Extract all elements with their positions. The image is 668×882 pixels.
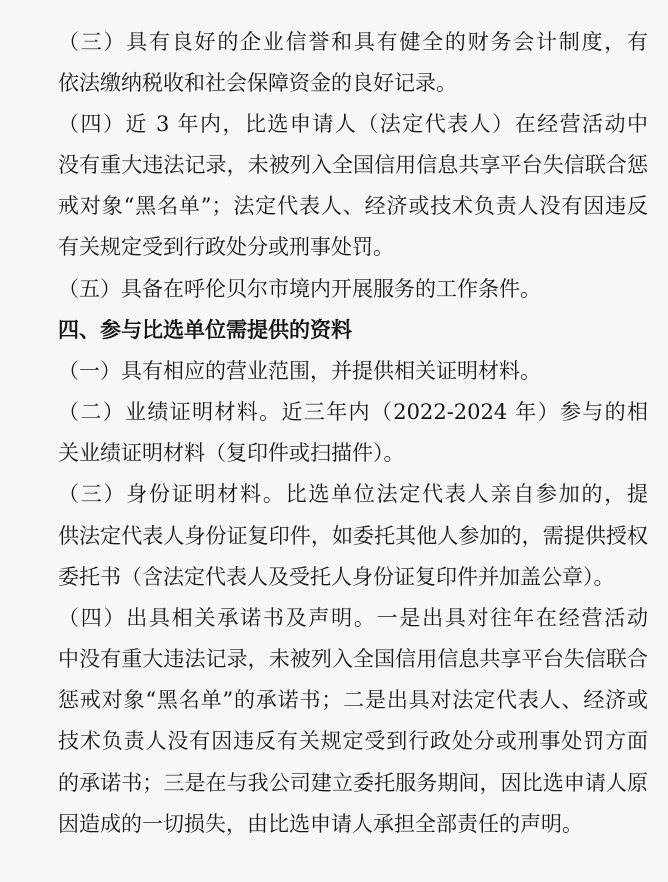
text-line: 惩戒对象“黑名单”的承诺书；二是出具对法定代表人、经济或: [58, 688, 648, 713]
text-line: （三）具有良好的企业信誉和具有健全的财务会计制度，有: [58, 29, 648, 54]
section-heading: 四、参与比选单位需提供的资料: [58, 317, 352, 342]
text-line: 供法定代表人身份证复印件，如委托其他人参加的，需提供授权: [58, 523, 648, 548]
text-line: （一）具有相应的营业范围，并提供相关证明材料。: [58, 358, 541, 383]
text-line: （四）出具相关承诺书及声明。一是出具对往年在经营活动: [58, 605, 648, 630]
text-line: 技术负责人没有因违反有关规定受到行政处分或刑事处罚方面: [58, 729, 648, 754]
text-line: （二）业绩证明材料。近三年内（2022-2024 年）参与的相: [58, 400, 648, 425]
text-line: 中没有重大违法记录，未被列入全国信用信息共享平台失信联合: [58, 647, 648, 672]
text-line: （五）具备在呼伦贝尔市境内开展服务的工作条件。: [58, 276, 541, 301]
text-line: 没有重大违法记录，未被列入全国信用信息共享平台失信联合惩: [58, 153, 648, 178]
text-line: 有关规定受到行政处分或刑事处罚。: [58, 235, 394, 260]
text-line: 戒对象“黑名单”；法定代表人、经济或技术负责人没有因违反: [58, 194, 648, 219]
text-line: （四）近 3 年内，比选申请人（法定代表人）在经营活动中: [58, 111, 648, 136]
text-line: （三）身份证明材料。比选单位法定代表人亲自参加的，提: [58, 482, 648, 507]
text-line: 的承诺书；三是在与我公司建立委托服务期间，因比选申请人原: [58, 770, 648, 795]
text-line: 委托书（含法定代表人及受托人身份证复印件并加盖公章）。: [58, 564, 615, 589]
text-line: 关业绩证明材料（复印件或扫描件）。: [58, 441, 405, 466]
text-line: 依法缴纳税收和社会保障资金的良好记录。: [58, 70, 457, 95]
text-line: 因造成的一切损失，由比选申请人承担全部责任的声明。: [58, 811, 583, 836]
